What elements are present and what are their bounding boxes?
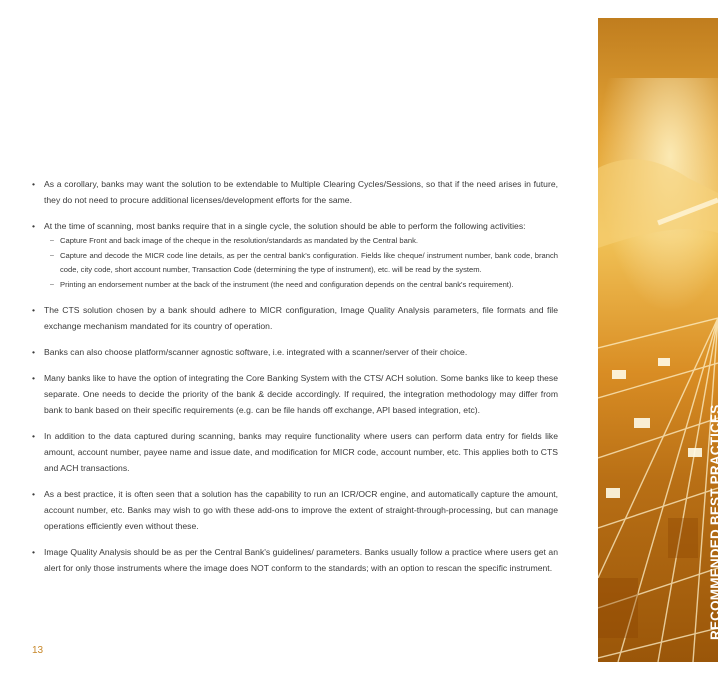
bullet-item [32,302,558,334]
section-side-title: RECOMMENDED BEST PRACTICES [708,404,723,640]
bullet-item [32,370,558,418]
sub-list-item: – Capture and decode the MICR code line details, as per the central bank's configuration. Fields like cheque/ instrument number, bank code, branch code, city code, short account number, Transaction Code (determining the type of instrument), etc. will be read by the system. [50,249,558,278]
bullet-text: Many banks like to have the option of integrating the Core Banking System with the CTS/ ACH solution. Some banks like to keep these separate. One needs to decide the priority of the bank & decide accordingly. If required, the integration methodology may differ from bank to bank based on their specific requirements (e.g. can be file hands off exchange, API based integration, etc). [44,373,558,415]
decorative-photo-panel [598,18,718,662]
bullet-text: As a best practice, it is often seen that a solution has the capability to run an ICR/OCR engine, and automatically capture the amount, account number, etc. Banks may wish to go with these add-ons to improve the extent of straight-through-processing, but can manage operations efficiently even without these. [44,489,558,531]
bullet-item [32,218,558,292]
bullet-text: Banks can also choose platform/scanner agnostic software, i.e. integrated with a scanner/server of their choice. [44,347,468,357]
sub-list-item: – Capture Front and back image of the cheque in the resolution/standards as mandated by the Central bank. [50,234,558,249]
bullet-item [32,544,558,576]
page-number: 13 [32,645,44,656]
bullet-text: The CTS solution chosen by a bank should adhere to MICR configuration, Image Quality Analysis parameters, file formats and file exchange mechanism mandated for its country of operation. [44,305,558,331]
bullet-text: In addition to the data captured during scanning, banks may require functionality where users can perform data entry for fields like amount, account number, payee name and issue date, and modification for MICR code, account number, etc. This applies both to CTS and ACH transactions. [44,431,558,473]
bullet-text: At the time of scanning, most banks require that in a single cycle, the solution should be able to perform the following activities: [44,221,526,231]
sub-list [44,234,558,292]
grid-graphic [598,18,718,662]
bullet-item [32,486,558,534]
bullet-text: Image Quality Analysis should be as per the Central Bank's guidelines/ parameters. Banks usually follow a practice where users get an alert for only those instruments where the image does NOT conform to the standards; with an option to rescan the specific instrument. [44,547,558,573]
body-text [32,176,558,586]
bullet-text: As a corollary, banks may want the solution to be extendable to Multiple Clearing Cycles/Sessions, so that if the need arises in future, they do not need to procure additional licenses/development efforts for the same. [44,179,558,205]
bullet-item [32,344,558,360]
bullet-item [32,176,558,208]
sub-list-item: – Printing an endorsement number at the back of the instrument (the need and configuration depends on the central bank's requirement). [50,278,558,293]
bullet-item [32,428,558,476]
